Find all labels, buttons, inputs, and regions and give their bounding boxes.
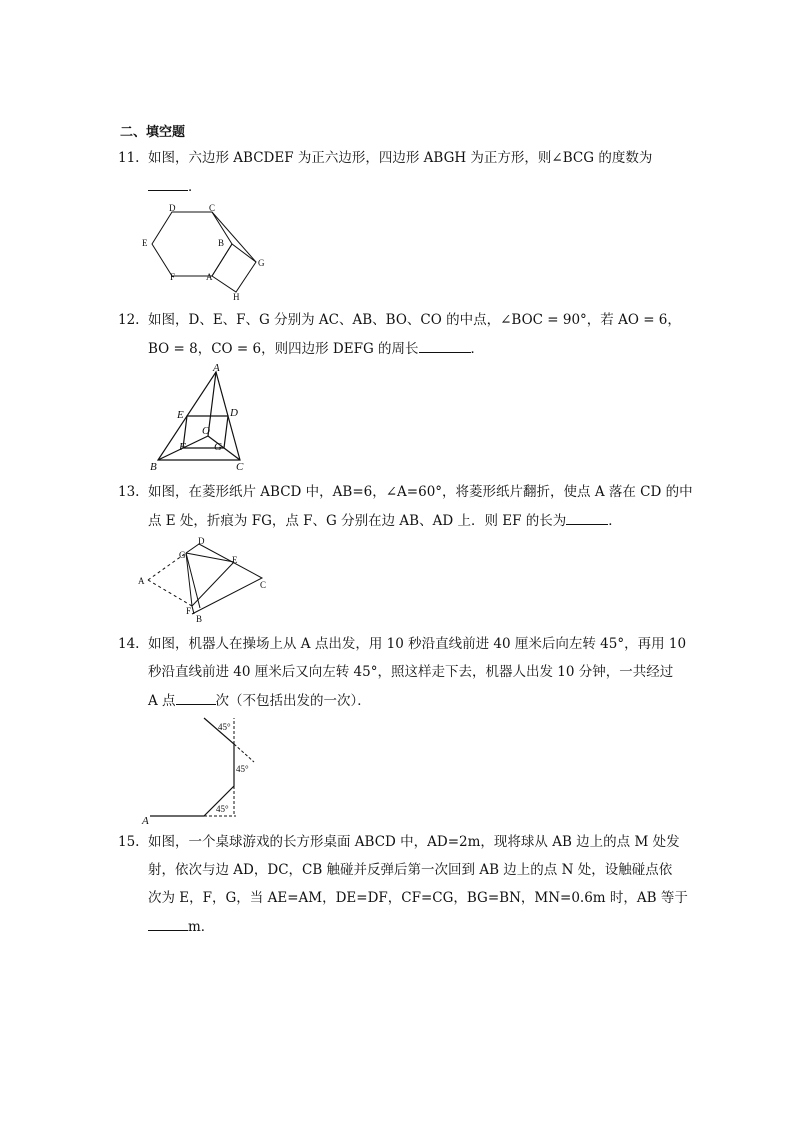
label-e: E bbox=[142, 238, 148, 248]
answer-blank[interactable] bbox=[176, 690, 216, 705]
label-d: D bbox=[169, 203, 176, 213]
q12-text-line2 bbox=[148, 338, 484, 359]
q15-text-line2: 射，依次与边 AD，DC，CB 触碰并反弹后第一次回到 AB 边上的点 N 处，设触碰点依 bbox=[148, 862, 673, 878]
q14-text-line3-start: A 点 bbox=[148, 693, 176, 709]
fold-fg bbox=[186, 553, 192, 606]
q12-text-line2-main: BO = 8，CO = 6，则四边形 DEFG 的周长 bbox=[148, 341, 419, 357]
q14-figure bbox=[140, 714, 260, 826]
label-a: A bbox=[138, 576, 145, 586]
segment-fb bbox=[192, 606, 194, 614]
label-a: A bbox=[213, 362, 220, 374]
q12-figure bbox=[146, 362, 256, 472]
label-c: C bbox=[236, 461, 244, 472]
q13-text-line2 bbox=[148, 510, 622, 531]
label-g: G bbox=[214, 441, 222, 453]
angle-label-2: 45° bbox=[236, 764, 249, 774]
segment-ge bbox=[186, 553, 234, 562]
answer-blank[interactable] bbox=[419, 338, 471, 353]
q11-figure bbox=[140, 200, 270, 304]
section-title: 二、填空题 bbox=[120, 125, 186, 140]
q15-number: 15. bbox=[118, 834, 140, 850]
q12-text-line1: 如图，D、E、F、G 分别为 AC、AB、BO、CO 的中点，∠BOC = 90°，若 AO = 6， bbox=[148, 312, 681, 328]
q13-figure bbox=[134, 536, 274, 626]
label-d: D bbox=[230, 407, 238, 419]
angle-label-1: 45° bbox=[216, 804, 229, 814]
label-e: E bbox=[177, 409, 184, 421]
label-a: A bbox=[142, 815, 149, 826]
q12-number: 12. bbox=[118, 312, 140, 328]
segment-gf-diag bbox=[186, 553, 200, 608]
q15-text-line1: 如图，一个桌球游戏的长方形桌面 ABCD 中，AD=2m，现将球从 AB 边上的点 M 处发 bbox=[148, 834, 680, 850]
label-g: G bbox=[258, 258, 265, 268]
q11-text-line2 bbox=[148, 176, 202, 197]
label-b: B bbox=[150, 461, 157, 472]
segment-cg bbox=[212, 212, 256, 262]
answer-blank[interactable] bbox=[566, 510, 608, 525]
q13-text-end: ． bbox=[608, 513, 622, 529]
q15-text-line3: 次为 E，F，G，当 AE=AM，DE=DF，CF=CG，BG=BN，MN=0.6m 时，AB 等于 bbox=[148, 890, 688, 906]
answer-blank[interactable] bbox=[148, 176, 188, 191]
dashed-af bbox=[148, 580, 192, 606]
extension-4 bbox=[234, 744, 254, 762]
label-c: C bbox=[260, 580, 267, 590]
label-g: G bbox=[179, 550, 186, 560]
q14-text-line3 bbox=[148, 690, 371, 711]
label-h: H bbox=[233, 292, 240, 302]
q13-number: 13. bbox=[118, 484, 140, 500]
q11-text-line1: 如图，六边形 ABCDEF 为正六边形，四边形 ABGH 为正方形，则∠BCG 的度数为 bbox=[148, 150, 653, 166]
label-f: F bbox=[179, 441, 186, 453]
q14-text-line3-end: 次（不包括出发的一次）． bbox=[215, 693, 371, 709]
q15-text-line4 bbox=[148, 916, 214, 937]
label-a: A bbox=[206, 272, 213, 282]
label-e: E bbox=[232, 555, 238, 565]
q15-text-end: m． bbox=[188, 919, 215, 935]
label-f: F bbox=[170, 272, 176, 282]
label-f: F bbox=[186, 606, 192, 616]
q14-text-line1: 如图，机器人在操场上从 A 点出发，用 10 秒沿直线前进 40 厘米后向左转 45°，再用 10 bbox=[148, 636, 687, 652]
robot-path bbox=[150, 718, 234, 816]
q12-text-end: ． bbox=[470, 341, 485, 357]
q11-text-end: ． bbox=[188, 179, 202, 195]
label-c: C bbox=[209, 203, 216, 213]
q13-text-line1: 如图，在菱形纸片 ABCD 中，AB=6，∠A=60°，将菱形纸片翻折，使点 A 落在 CD 的中 bbox=[148, 484, 693, 500]
q13-text-line2-main: 点 E 处，折痕为 FG，点 F、G 分别在边 AB、AD 上．则 EF 的长为 bbox=[148, 513, 567, 529]
label-d: D bbox=[198, 536, 205, 546]
square bbox=[212, 244, 256, 292]
answer-blank[interactable] bbox=[148, 916, 188, 931]
label-b: B bbox=[196, 614, 203, 624]
q11-number: 11. bbox=[118, 150, 140, 166]
angle-label-3: 45° bbox=[218, 722, 231, 732]
q14-number: 14. bbox=[118, 636, 140, 652]
label-b: B bbox=[218, 238, 225, 248]
rhombus-bcd bbox=[186, 544, 262, 614]
label-o: O bbox=[202, 425, 210, 437]
q14-text-line2: 秒沿直线前进 40 厘米后又向左转 45°，照这样走下去，机器人出发 10 分钟，一共经过 bbox=[148, 664, 674, 680]
